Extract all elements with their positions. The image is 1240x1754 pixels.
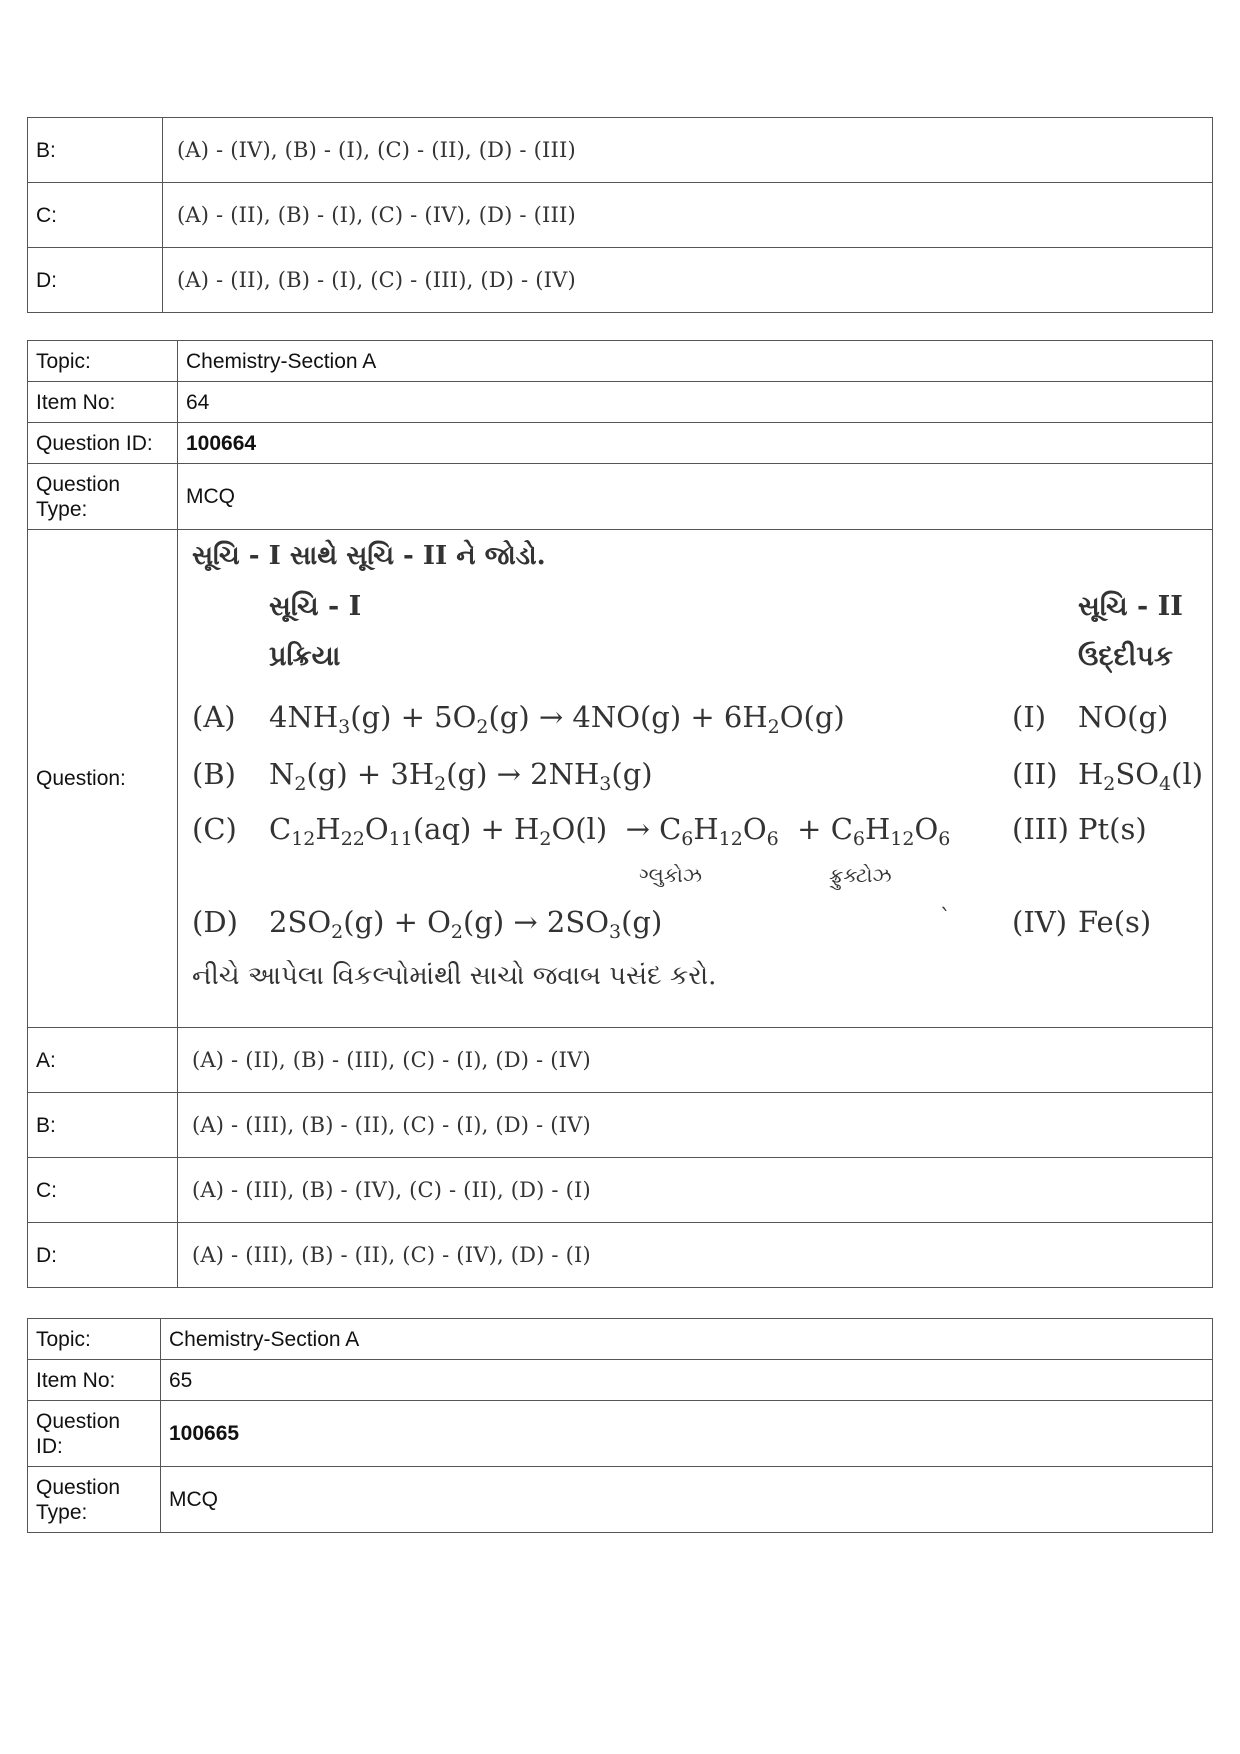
option-row-b	[28, 118, 1213, 183]
item-row	[28, 1360, 1213, 1401]
topic-label: Topic:	[28, 341, 178, 382]
question-id-row	[28, 1401, 1213, 1467]
row-d-catalyst: Fe(s)	[1078, 905, 1152, 939]
option-row-d	[28, 1223, 1213, 1288]
option-label: B:	[28, 1093, 178, 1158]
option-row-c	[28, 183, 1213, 248]
row-a-reaction: $4NH_3(g) + 5O_2(g) \to 4NO(g) + 6H_2O(g)$	[269, 700, 845, 738]
row-c-reaction: $C_{12}H_{22}O_{11}(aq) + H_2O(l) \to C_6H_{12}O_6 + C_6H_{12}O_6$	[269, 812, 951, 850]
list1-title: સૂચિ - I	[269, 591, 362, 622]
option-label: B:	[28, 118, 163, 183]
row-d-reaction: $2SO_2(g) + O_2(g) \to 2SO_3(g)$	[269, 905, 663, 943]
row-b-tag: (B)	[192, 757, 236, 791]
question-id-value: 100665	[161, 1401, 1213, 1467]
row-c-tag: (C)	[192, 812, 237, 846]
topic-value: Chemistry-Section A	[161, 1319, 1213, 1360]
question-type-value: MCQ	[178, 464, 1213, 530]
row-b-reaction: $N_2(g) + 3H_2(g) \to 2NH_3(g)$	[269, 757, 653, 795]
question-id-label: Question ID:	[28, 1401, 161, 1467]
option-row-d	[28, 248, 1213, 313]
list2-subtitle: ઉદ્દીપક	[1078, 641, 1173, 672]
option-text: (A) - (III), (B) - (II), (C) - (IV), (D) - (I)	[178, 1223, 1213, 1288]
question-cell	[178, 530, 1213, 1028]
row-a-roman: (I)	[1012, 700, 1047, 734]
option-text: (A) - (II), (B) - (I), (C) - (III), (D) - (IV)	[163, 248, 1213, 313]
question-type-label: Question Type:	[28, 464, 178, 530]
item-value: 65	[161, 1360, 1213, 1401]
option-text: (A) - (II), (B) - (III), (C) - (I), (D) - (IV)	[178, 1028, 1213, 1093]
topic-value: Chemistry-Section A	[178, 341, 1213, 382]
option-label: D:	[28, 1223, 178, 1288]
topic-row	[28, 1319, 1213, 1360]
question-id-label: Question ID:	[28, 423, 178, 464]
row-b-roman: (II)	[1012, 757, 1058, 791]
row-c-roman: (III)	[1012, 812, 1069, 846]
item-row	[28, 382, 1213, 423]
row-b-catalyst: $H_2SO_4(l)$	[1078, 757, 1204, 795]
topic-label: Topic:	[28, 1319, 161, 1360]
list1-subtitle: પ્રક્રિયા	[269, 641, 341, 672]
question-instruction: સૂચિ - I સાથે સૂચિ - II ને જોડો.	[192, 541, 546, 571]
row-c-catalyst: Pt(s)	[1078, 812, 1147, 846]
option-row-c	[28, 1158, 1213, 1223]
item-label: Item No:	[28, 1360, 161, 1401]
item-label: Item No:	[28, 382, 178, 423]
option-label: C:	[28, 183, 163, 248]
question-type-value: MCQ	[161, 1467, 1213, 1533]
option-row-a	[28, 1028, 1213, 1093]
row-a-tag: (A)	[192, 700, 236, 734]
row-a-catalyst: NO(g)	[1078, 700, 1169, 734]
list2-title: સૂચિ - II	[1078, 591, 1183, 622]
question-label: Question:	[28, 530, 178, 1028]
question-type-label: Question Type:	[28, 1467, 161, 1533]
option-text: (A) - (III), (B) - (II), (C) - (I), (D) - (IV)	[178, 1093, 1213, 1158]
option-label: C:	[28, 1158, 178, 1223]
question-id-row	[28, 423, 1213, 464]
option-text: (A) - (III), (B) - (IV), (C) - (II), (D) - (I)	[178, 1158, 1213, 1223]
option-row-b	[28, 1093, 1213, 1158]
option-text: (A) - (IV), (B) - (I), (C) - (II), (D) - (III)	[163, 118, 1213, 183]
question-row	[28, 530, 1213, 1028]
row-d-roman: (IV)	[1012, 905, 1068, 939]
question-type-row	[28, 464, 1213, 530]
question-type-row	[28, 1467, 1213, 1533]
item-value: 64	[178, 382, 1213, 423]
option-label: D:	[28, 248, 163, 313]
option-label: A:	[28, 1028, 178, 1093]
question-footer: નીચે આપેલા વિકલ્પોમાંથી સાચો જવાબ પસંદ કરો.	[192, 961, 717, 991]
fructose-label: ફ્રુક્ટોઝ	[829, 863, 892, 887]
topic-row	[28, 341, 1213, 382]
option-text: (A) - (II), (B) - (I), (C) - (IV), (D) - (III)	[163, 183, 1213, 248]
question-table-64	[27, 340, 1213, 1288]
stray-mark: `	[940, 906, 951, 931]
glucose-label: ગ્લુકોઝ	[639, 863, 702, 887]
question-content	[178, 530, 1212, 1027]
row-d-tag: (D)	[192, 905, 238, 939]
options-table-prev	[27, 117, 1213, 313]
question-table-65	[27, 1318, 1213, 1533]
question-id-value: 100664	[178, 423, 1213, 464]
